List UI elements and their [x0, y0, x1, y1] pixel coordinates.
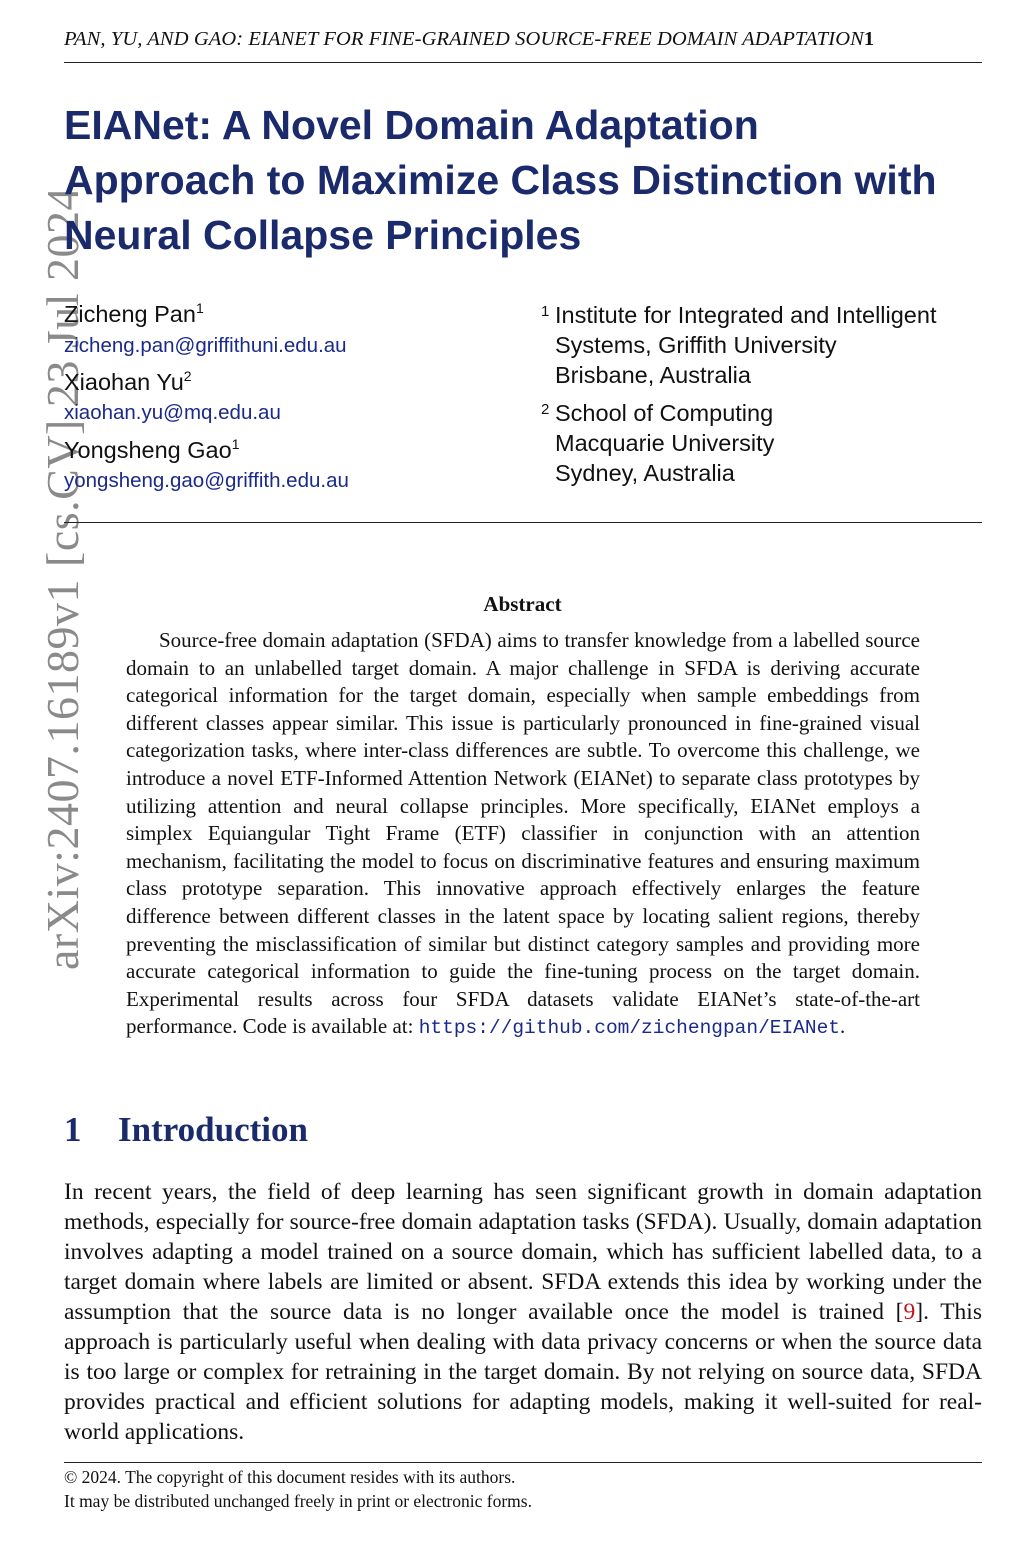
paper-title: [64, 98, 994, 263]
divider: [64, 522, 982, 523]
page-number: 1: [863, 28, 875, 50]
section-heading: 1 Introduction: [64, 1110, 308, 1149]
footer-divider: [64, 1462, 982, 1463]
author-email[interactable]: zicheng.pan@griffithuni.edu.au: [64, 334, 347, 357]
copyright-footer: [64, 1462, 982, 1513]
copyright-line: © 2024. The copyright of this document resides with its authors.: [64, 1467, 516, 1487]
author-name: Xiaohan Yu$^2$: [64, 368, 192, 395]
abstract-text: Source-free domain adaptation (SFDA) aims to transfer knowledge from a labelled source domain to an unlabelled target domain. A major challenge in SFDA is deriving accurate categorical information for the target domain, especially when sample embeddings from different classes appear similar. This issue is particularly pronounced in fine-grained visual categorization tasks, where inter-class differences are subtle. To overcome this challenge, we introduce a novel ETF-Informed Attention Network (EIANet) to separate class prototypes by utilizing attention and neural collapse principles. More specifically, EIANet employs a simplex Equiangular Tight Frame (ETF) classifier in conjunction with an attention mechanism, facilitating the model to focus on discriminative features and ensuring maximum class prototype separation. This innovative approach effectively enlarges the feature difference between different classes in the latent space by locating salient regions, thereby preventing the misclassification of similar but distinct category samples and providing more accurate categorical information to guide the fine-tuning process on the target domain. Experimental results across four SFDA datasets validate EIANet’s state-of-the-art performance. Code is available at:: [126, 628, 920, 1039]
running-header: [64, 28, 982, 63]
author-email[interactable]: yongsheng.gao@griffith.edu.au: [64, 469, 349, 492]
affiliation-2: 2 School of Computing Macquarie University Sydney, Australia: [541, 400, 775, 486]
citation-link[interactable]: 9: [903, 1299, 916, 1325]
running-title: PAN, YU, AND GAO: EIANET FOR FINE-GRAINED SOURCE-FREE DOMAIN ADAPTATION: [64, 28, 864, 50]
intro-paragraph: In recent years, the field of deep learning has seen significant growth in domain adaptation methods, especially for source-free domain adaptation tasks (SFDA). Usually, domain adaptation involves adapting a model trained on a source domain, which has sufficient labelled data, to a target domain where labels are limited or absent. SFDA extends this idea by working under the assumption that the source data is no longer available once the model is trained [9]. This approach is particularly useful when dealing with data privacy concerns or when the source data is too large or complex for retraining in the target domain. By not relying on source data, SFDA provides practical and efficient solutions for adapting models, making it well-suited for real-world applications.: [64, 1179, 982, 1445]
author-name: Yongsheng Gao$^1$: [64, 436, 240, 463]
abstract-body: Source-free domain adaptation (SFDA) aims to transfer knowledge from a labelled source domain to an unlabelled target domain. A major challenge in SFDA is deriving accurate categorical information for the target domain, especially when sample embeddings from different classes appear similar. This issue is particularly pronounced in fine-grained visual categorization tasks, where inter-class differences are subtle. To overcome this challenge, we introduce a novel ETF-Informed Attention Network (EIANet) to separate class prototypes by utilizing attention and neural collapse principles. More specifically, EIANet employs a simplex Equiangular Tight Frame (ETF) classifier in conjunction with an attention mechanism, facilitating the model to focus on discriminative features and ensuring maximum class prototype separation. This innovative approach effectively enlarges the feature difference between different classes in the latent space by locating salient regions, thereby preventing the misclassification of similar but distinct category samples and providing more accurate categorical information to guide the fine-tuning process on the target domain. Experimental results across four SFDA datasets validate EIANet’s state-of-the-art performance. Code is available at: https://github.com/zichengpan/EIANet.: [126, 628, 920, 1040]
author-email[interactable]: xiaohan.yu@mq.edu.au: [64, 401, 281, 424]
distribution-line: It may be distributed unchanged freely in print or electronic forms.: [64, 1491, 532, 1511]
arxiv-id: arXiv:2407.16189v1 [cs.CV] 23 Jul 2024: [37, 186, 88, 970]
title-line: EIANet: A Novel Domain Adaptation: [64, 102, 759, 148]
code-link[interactable]: https://github.com/zichengpan/EIANet: [418, 1017, 840, 1040]
abstract-heading: Abstract: [483, 592, 562, 616]
title-line: Neural Collapse Principles: [64, 212, 582, 258]
author-name: Zicheng Pan$^1$: [64, 300, 204, 327]
title-line: Approach to Maximize Class Distinction with: [64, 157, 937, 203]
affiliation-1: 1 Institute for Integrated and Intelligent Systems, Griffith University Brisbane, Australia: [541, 302, 937, 388]
